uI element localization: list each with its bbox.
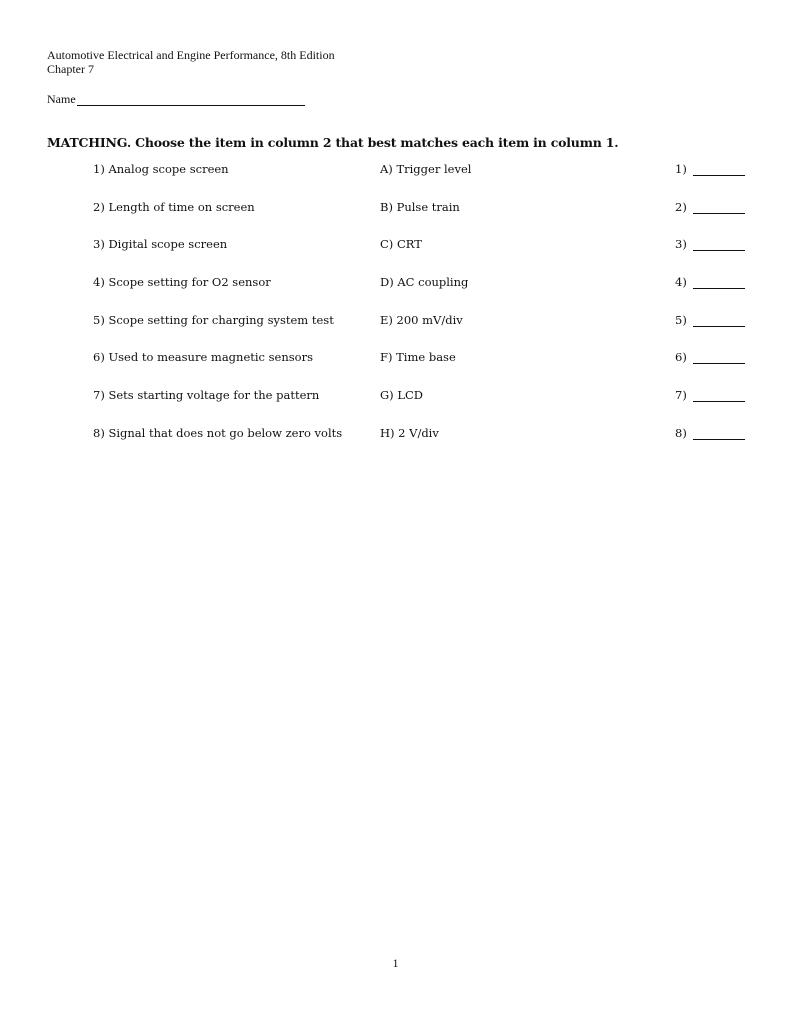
matching-row (0, 235, 791, 273)
answer-blank-line[interactable] (693, 237, 745, 251)
matching-row (0, 311, 791, 349)
column2-choice: F) Time base (380, 350, 456, 365)
column2-choice: C) CRT (380, 237, 422, 252)
answer-blank-line[interactable] (693, 350, 745, 364)
answer-field (675, 426, 745, 440)
column1-item: 1) Analog scope screen (93, 162, 229, 176)
answer-field (675, 313, 745, 327)
matching-row (0, 386, 791, 424)
column1-item: 8) Signal that does not go below zero volts (93, 425, 343, 440)
column2-choice: G) LCD (380, 388, 423, 403)
answer-number: 2) (675, 199, 687, 214)
answer-number: 1) (675, 162, 687, 176)
matching-row (0, 424, 791, 462)
answer-blank-line[interactable] (693, 313, 745, 327)
document-header (47, 48, 335, 76)
answer-number: 8) (675, 425, 687, 440)
column2-choice: D) AC coupling (380, 275, 469, 290)
matching-row (0, 348, 791, 386)
column1-item: 2) Length of time on screen (93, 199, 255, 214)
name-label: Name (47, 92, 76, 106)
answer-blank-line[interactable] (693, 162, 745, 176)
answer-number: 7) (675, 388, 687, 403)
page-number: 1 (392, 956, 399, 970)
matching-instructions: MATCHING. Choose the item in column 2 that best matches each item in column 1. (47, 135, 619, 150)
answer-blank-line[interactable] (693, 200, 745, 214)
book-title: Automotive Electrical and Engine Performance, 8th Edition (47, 48, 335, 62)
matching-row (0, 273, 791, 311)
column2-choice: E) 200 mV/div (380, 312, 463, 327)
answer-field (675, 388, 745, 402)
matching-row (0, 198, 791, 236)
answer-number: 6) (675, 350, 687, 365)
answer-field (675, 275, 745, 289)
column1-item: 7) Sets starting voltage for the pattern (93, 388, 320, 403)
answer-field (675, 350, 745, 364)
answer-blank-line[interactable] (693, 426, 745, 440)
answer-number: 4) (675, 275, 687, 290)
matching-table (0, 160, 791, 462)
answer-blank-line[interactable] (693, 275, 745, 289)
answer-field (675, 237, 745, 251)
column1-item: 5) Scope setting for charging system test (93, 312, 334, 327)
answer-field (675, 200, 745, 214)
answer-field (675, 162, 745, 176)
answer-number: 5) (675, 312, 687, 327)
column1-item: 3) Digital scope screen (93, 237, 228, 252)
name-blank-line[interactable] (77, 93, 305, 106)
column2-choice: B) Pulse train (380, 199, 460, 214)
column1-item: 4) Scope setting for O2 sensor (93, 275, 271, 290)
name-field-row (47, 92, 305, 106)
matching-row (0, 160, 791, 198)
chapter-label: Chapter 7 (47, 62, 94, 76)
column2-choice: A) Trigger level (380, 162, 472, 176)
answer-number: 3) (675, 237, 687, 252)
answer-blank-line[interactable] (693, 388, 745, 402)
column1-item: 6) Used to measure magnetic sensors (93, 350, 313, 365)
column2-choice: H) 2 V/div (380, 425, 439, 440)
